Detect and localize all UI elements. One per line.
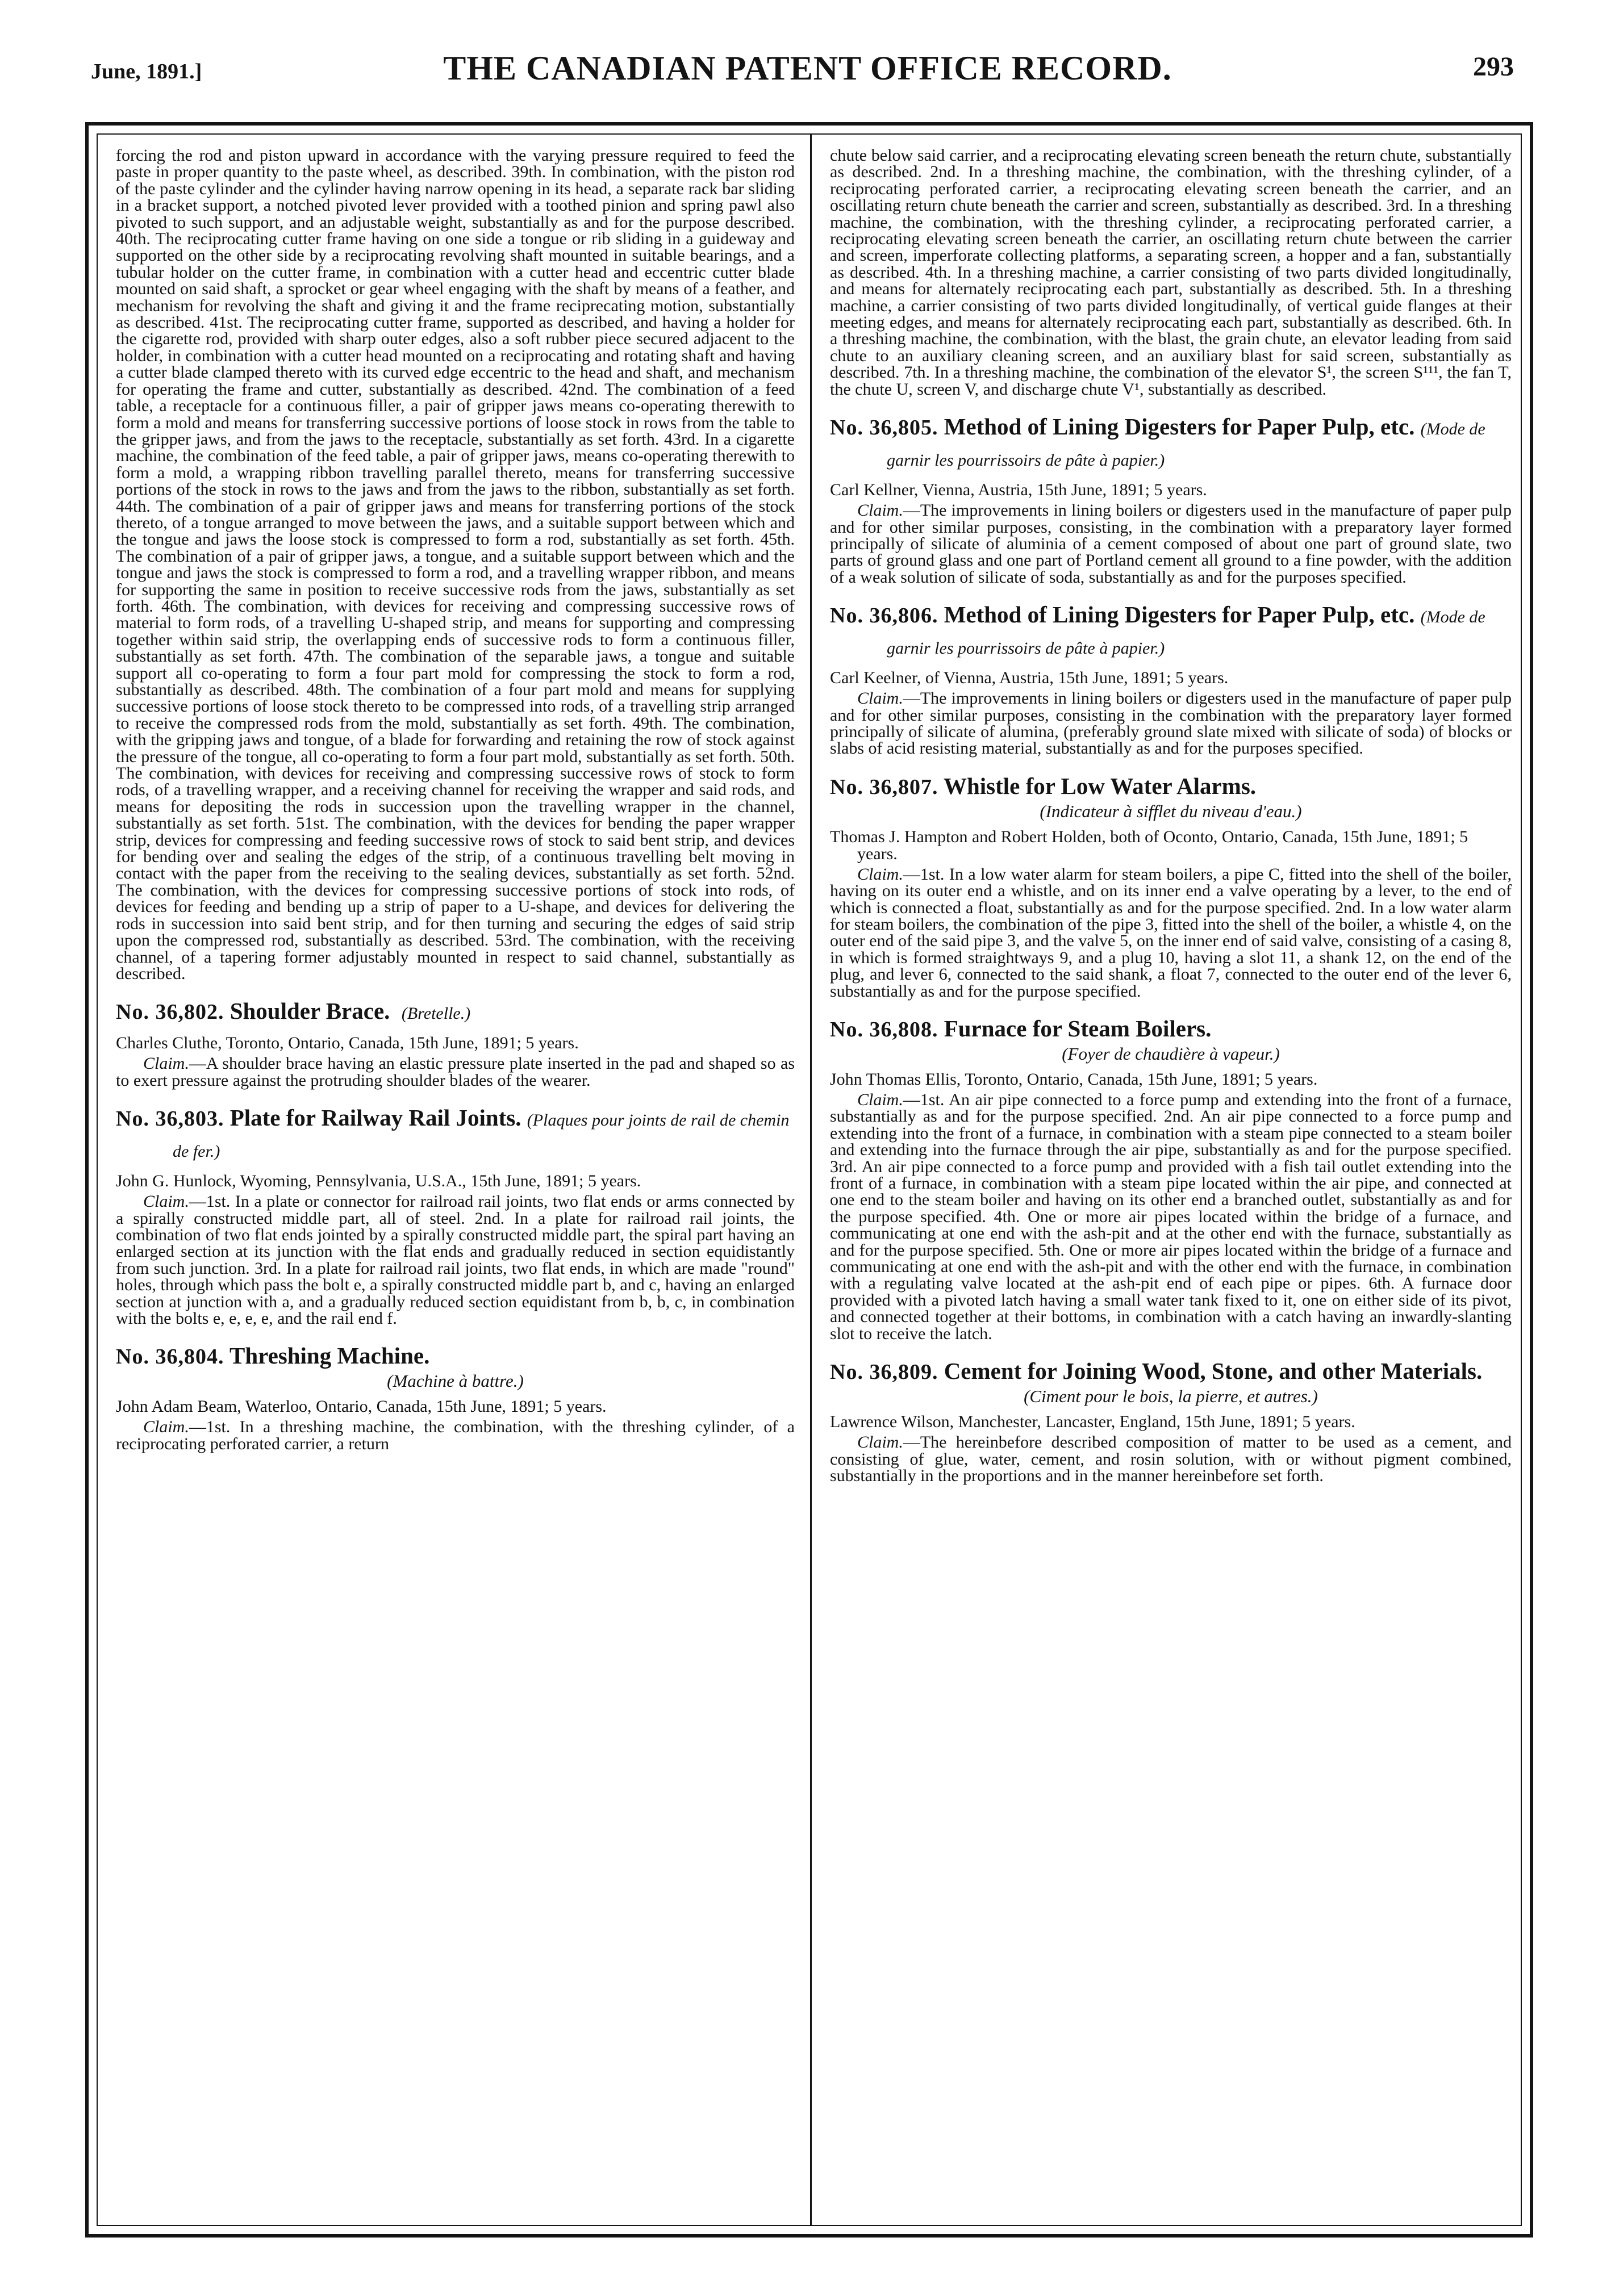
patent-inventor: Charles Cluthe, Toronto, Ontario, Canada, 15th June, 1891; 5 years. [116, 1034, 579, 1053]
patent-claim [116, 1419, 795, 1452]
patent-heading [830, 772, 1512, 801]
patent-french-title: (Mode de garnir les pourrissoirs de pâte à papier.) [887, 608, 1485, 658]
patent-number: No. 36,805. [830, 416, 938, 440]
patent-heading [830, 412, 1512, 475]
patent-french-title: (Ciment pour le bois, la pierre, et autres.) [1024, 1386, 1318, 1407]
patent-entry [116, 1341, 795, 1452]
patent-number: No. 36,806. [830, 604, 938, 628]
patent-entry [830, 1014, 1512, 1342]
patent-heading [116, 997, 795, 1028]
page-number: 293 [1473, 52, 1514, 82]
continued-claims-text: forcing the rod and piston upward in accordance with the varying pressure required to feed the paste in proper quantity to the paste wheel, as described. 39th. In combination, with the piston rod of the paste cylinder and the cylinder having narrow opening in its head, a separate rack bar sliding in a bracket support, a notched pivoted lever provided with a toothed pinion and spring pawl also pivoted to such support, and an adjustable weight, substantially as and for the purpose described. 40th. The reciprocating cutter frame having on one side a tongue or rib sliding in a guideway and supported on the other side by a reciprocating revolving shaft mounted in suitable bearings, and a tubular holder on the cutter frame, in combination with a cutter head and eccentric cutter blade mounted on said shaft, a sprocket or gear wheel engaging with the shaft by means of a feather, and mechanism for revolving the shaft and giving it and the frame reciprecating motion, substantially as described. 41st. The reciprocating cutter frame, supported as described, and having a holder for the cigarette rod, provided with sharp outer edges, also a soft rubber piece secured adjacent to the holder, in combination with a cutter head mounted on a reciprocating and rotating shaft and having a cutter blade clamped thereto with its curved edge eccentric to the head and shaft, and mechanism for operating the frame and cutter, substantially as described. 42nd. The combination of a feed table, a receptacle for a continuous filler, a pair of gripper jaws means co-operating therewith to form a mold and means for transferring successive portions of loose stock in rows from the table to the gripper jaws, and from the jaws to the receptacle, substantially as set forth. 43rd. In a cigarette machine, the combination of the feed table, a pair of gripper jaws, means co-operating therewith to form a mold, a wrapping ribbon travelling parallel thereto, means for transferring successive portions of the stock in rows to the jaws and from the jaws to the ribbon, substantially as set forth. 44th. The combination of a pair of gripper jaws and means for transferring portions of the stock thereto, of a tongue arranged to move between the jaws, and a suitable support between which and the tongue and jaws the loose stock is compressed to form a rod, substantially as set forth. 45th. The combination of a pair of gripper jaws, a tongue, and a suitable support between which and the tongue and jaws the stock is compressed to form a rod, and a travelling wrapper ribbon, and means for supporting the same in position to receive successive rods from the jaws, substantially as set forth. 46th. The combination, with devices for receiving and compressing successive rows of material to form rods, of a travelling U-shaped strip, and means for supporting and compressing together within said strip, the overlapping ends of successive rods to form a continuous filler, substantially as set forth. 47th. The combination of the separable jaws, a tongue and suitable support all co-operating to form a four part mold for compressing the stock to form a rod, substantially as described. 48th. The combination of a four part mold and means for supplying successive portions of loose stock thereto to be compressed into rods, of a travelling strip arranged to receive the compressed rods from the mold, substantially as set forth. 49th. The combination, with the gripping jaws and tongue, of a blade for forwarding and retaining the row of stock against the pressure of the tongue, all co-operating to form a four part mold, substantially as set forth. 50th. The combination, with devices for receiving and compressing successive rows of stock to form rods, of a travelling wrapper, and a receiving channel for receiving the wrapper and said rods, and means for depositing the rods in succession upon the travelling wrapper in the channel, substantially as set forth. 51st. The combination, with the devices for bending the paper wrapper strip, devices for compressing and feeding successive rows of stock to said bent strip, and devices for bending over and sealing the edges of the strip, of a continuous travelling belt moving in contact with the paper from the receiving to the sealing devices, substantially as set forth. 52nd. The combination, with the devices for compressing successive portions of stock into rods, of devices for feeding and bending up a strip of paper to a U-shape, and devices for delivering the rods in succession into said bent strip, and for then turning and securing the edges of said strip upon the compressed rod, substantially as described. 53rd. The combination, with the receiving channel, of a tapering former adjustably mounted in respect to said channel, substantially as described. [116, 146, 795, 983]
patent-inventor: Thomas J. Hampton and Robert Holden, both of Oconto, Ontario, Canada, 15th June, 1891; 5 years. [830, 827, 1468, 863]
patent-french-title: (Plaques pour joints de rail de chemin de fer.) [173, 1111, 790, 1161]
patent-entry [116, 1103, 795, 1327]
patent-inventor: Lawrence Wilson, Manchester, Lancaster, England, 15th June, 1891; 5 years. [830, 1412, 1355, 1432]
claim-text: —1st. In a plate or connector for railroad rail joints, two flat ends or arms connected by a spirally constructed middle part, all of steel. 2nd. In a plate for railroad rail joints, the combination of two flat ends jointed by a spirally constructed middle part, the spiral part having an enlarged section at its junction with the flat ends and gradually reduced in section equidistantly from such junction. 3rd. In a plate for railroad rail joints, two flat ends, in which are made "round" holes, through which pass the bolt e, a spirally constructed middle part b, and c, having an enlarged section at junction with a, and a gradually reduced section equidistant from b, b, c, in combination with the bolts e, e, e, e, and the rail end f. [116, 1192, 795, 1328]
patent-number: No. 36,802. [116, 1000, 224, 1024]
claim-label: Claim. [857, 1090, 903, 1109]
patent-entry [830, 1357, 1512, 1484]
issue-date: June, 1891.] [91, 60, 202, 83]
patent-number: No. 36,809. [830, 1360, 938, 1385]
patent-title: Whistle for Low Water Alarms. [943, 772, 1257, 799]
patent-heading [830, 1014, 1512, 1044]
patent-number: No. 36,807. [830, 775, 938, 799]
patent-number: No. 36,804. [116, 1345, 224, 1369]
claim-label: Claim. [143, 1417, 189, 1437]
patent-inventor: John Thomas Ellis, Toronto, Ontario, Canada, 15th June, 1891; 5 years. [830, 1070, 1318, 1089]
claim-text: —A shoulder brace having an elastic pressure plate inserted in the pad and shaped so as to exert pressure against the protruding shoulder blades of the wearer. [116, 1054, 795, 1090]
claim-text: —1st. In a threshing machine, the combination, with the threshing cylinder, of a reciprocating perforated carrier, a return [116, 1417, 795, 1453]
claim-label: Claim. [857, 689, 903, 708]
patent-title: Threshing Machine. [229, 1343, 430, 1369]
patent-french-title: (Mode de garnir les pourrissoirs de pâte à papier.) [887, 420, 1485, 470]
claim-text: —The improvements in lining boilers or digesters used in the manufacture of paper pulp and for other similar purposes, consisting in the combination with the preparatory layer formed principally of silicate of alumina, (preferably ground slate mixed with silicate of soda) of blocks or slabs of acid resisting material, substantially as and for the purposes specified. [830, 689, 1512, 758]
patent-claim [116, 1055, 795, 1089]
claim-label: Claim. [143, 1192, 189, 1211]
claim-label: Claim. [857, 1433, 903, 1452]
patent-claim [116, 1193, 795, 1327]
claim-text: —1st. In a low water alarm for steam boilers, a pipe C, fitted into the shell of the boiler, having on its outer end a whistle, and on its inner end a valve operating by a lever, to the end of which is connected a float, substantially as and for the purpose specified. 2nd. In a low water alarm for steam boilers, the combination of the pipe 3, fitted into the shell of the boiler, a whistle 4, on the outer end of the said pipe 3, and the valve 5, on the inner end of said valve, consisting of a casing 8, in which is formed straightways 9, and a plug 10, having a slot 11, a shank 12, on the end of the plug, and lever 6, connected to the said shank, a float 7, connected to the outer end of the lever 6, substantially as and for the purpose specified. [830, 864, 1512, 1001]
claim-label: Claim. [857, 501, 903, 520]
patent-french-title: (Machine à battre.) [387, 1371, 524, 1391]
patent-heading [830, 600, 1512, 663]
patent-claim [830, 866, 1512, 999]
patent-claim [830, 690, 1512, 757]
patent-heading [830, 1357, 1512, 1386]
patent-heading [116, 1341, 795, 1371]
patent-inventor: John Adam Beam, Waterloo, Ontario, Canada, 15th June, 1891; 5 years. [116, 1397, 607, 1416]
column-divider [810, 135, 812, 2225]
patent-title: Furnace for Steam Boilers. [944, 1015, 1212, 1042]
patent-heading [116, 1103, 795, 1166]
patent-claim [830, 1434, 1512, 1484]
claim-text: —The hereinbefore described composition of matter to be used as a cement, and consisting of glue, water, cement, and rosin solution, with or without pigment combined, substantially in the proportions and in the manner hereinbefore set forth. [830, 1433, 1512, 1485]
patent-title: Method of Lining Digesters for Paper Pulp, etc. [944, 601, 1415, 628]
publication-title: THE CANADIAN PATENT OFFICE RECORD. [443, 49, 1172, 87]
claim-label: Claim. [143, 1054, 189, 1073]
right-column [830, 147, 1512, 1484]
patent-title: Shoulder Brace. [229, 998, 390, 1024]
patent-claim [830, 502, 1512, 585]
patent-french-title: (Indicateur à sifflet du niveau d'eau.) [1040, 801, 1302, 821]
patent-claim [830, 1091, 1512, 1342]
patent-entry [116, 997, 795, 1089]
patent-french-title: (Foyer de chaudière à vapeur.) [1062, 1044, 1280, 1064]
patent-number: No. 36,803. [116, 1107, 224, 1131]
patent-inventor: Carl Kellner, Vienna, Austria, 15th June, 1891; 5 years. [830, 480, 1207, 500]
patent-inventor: Carl Keelner, of Vienna, Austria, 15th June, 1891; 5 years. [830, 668, 1229, 688]
patent-title: Method of Lining Digesters for Paper Pulp, etc. [944, 413, 1415, 440]
patent-entry [830, 600, 1512, 757]
patent-title: Plate for Railway Rail Joints. [229, 1105, 521, 1131]
patent-number: No. 36,808. [830, 1018, 938, 1042]
page-header [0, 47, 1615, 92]
page-frame [85, 122, 1533, 2238]
patent-entry [830, 772, 1512, 999]
patent-title: Cement for Joining Wood, Stone, and other Materials. [944, 1358, 1483, 1385]
claim-text: —The improvements in lining boilers or digesters used in the manufacture of paper pulp and for other similar purposes, consisting, in the combination with a preparatory layer formed principally of silicate of aluminia of a cement composed of about one part of ground slate, two parts of ground glass and one part of Portland cement all ground to a fine powder, with the addition of a weak solution of silicate of soda, substantially as and for the purposes specified. [830, 501, 1512, 587]
continued-claims-text: chute below said carrier, and a reciprocating elevating screen beneath the return chute, substantially as described. 2nd. In a threshing machine, the combination, with the threshing cylinder, of a reciprocating perforated carrier, a reciprocating elevating screen beneath the carrier, and an oscillating return chute beneath the carrier and screen, substantially as described. 3rd. In a threshing machine, the combination, with the threshing cylinder, a reciprocating perforated carrier, a reciprocating elevating screen beneath the carrier, an oscillating return chute between the carrier and screen, imperforate collecting platforms, a separating screen, a hopper and a fan, substantially as described. 4th. In a threshing machine, a carrier consisting of two parts divided longitudinally, and means for alternately reciprocating each part, substantially as described. 5th. In a threshing machine, a carrier consisting of two parts divided longitudinally, of vertical guide flanges at their meeting edges, and means for alternately reciprocating each part, substantially as described. 6th. In a threshing machine, the combination, with the blast, the grain chute, an elevator leading from said chute to an auxiliary cleaning screen, and an auxiliary blast for said screen, substantially as described. 7th. In a threshing machine, the combination of the elevator S¹, the screen S¹¹¹, the fan T, the chute U, screen V, and discharge chute V¹, substantially as described. [830, 146, 1512, 399]
claim-text: —1st. An air pipe connected to a force pump and extending into the front of a furnace, substantially as and for the purpose specified. 2nd. An air pipe connected to a force pump and extending into the front of a furnace, in combination with a steam pipe connected to a steam boiler and extending into the furnace through the air pipe, substantially as and for the purpose specified. 3rd. An air pipe connected to a force pump and provided with a fish tail outlet extending into the front of a furnace, in combination with a steam pipe located within the air pipe, and connected at one end to the steam boiler and having on its other end a branched outlet, substantially as and for the purpose specified. 4th. One or more air pipes located within the bridge of a furnace, and communicating at one end with the ash-pit and at the other end with the furnace, substantially as and for the purpose specified. 5th. One or more air pipes located within the bridge of a furnace and communicating at one end with the ash-pit and with the other end with the furnace, in combination with a regulating valve located at the ash-pit end of each pipe or pipes. 6th. A furnace door provided with a pivoted latch having a small water tank fixed to it, one on either side of its pivot, and connected together at their bottoms, in combination with a catch having an inwardly-slanting slot to receive the latch. [830, 1090, 1512, 1343]
patent-entry [830, 412, 1512, 585]
claim-label: Claim. [857, 864, 903, 884]
patent-inventor: John G. Hunlock, Wyoming, Pennsylvania, U.S.A., 15th June, 1891; 5 years. [116, 1172, 641, 1191]
patent-french-title: (Bretelle.) [401, 1004, 471, 1023]
left-column [116, 147, 795, 1452]
